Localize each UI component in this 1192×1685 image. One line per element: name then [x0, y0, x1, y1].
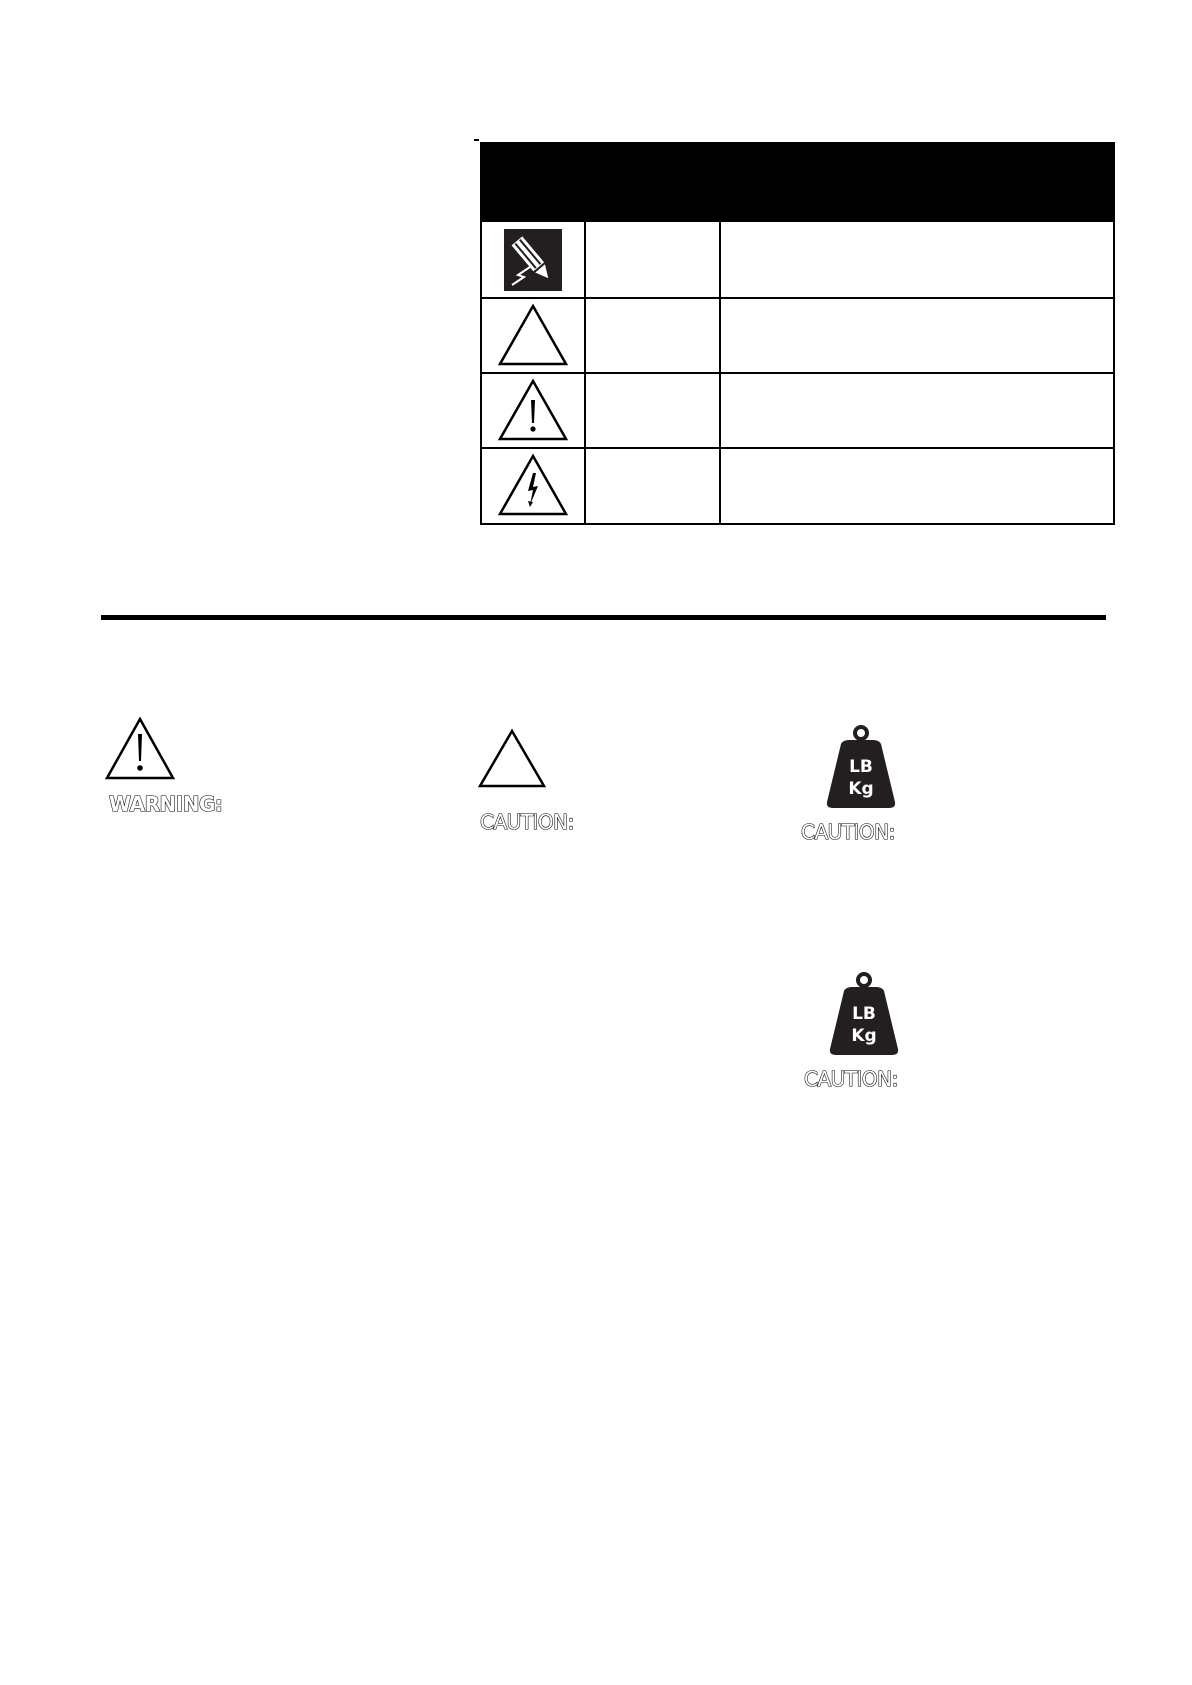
heavy-object-caution-notice [804, 971, 914, 1091]
table-row [482, 222, 1113, 299]
plain-triangle-icon [476, 728, 548, 790]
stray-mark [474, 139, 479, 141]
term-cell [586, 297, 721, 372]
pencil-note-icon [482, 222, 586, 297]
exclamation-triangle-icon [482, 372, 586, 447]
table-body [480, 220, 1115, 525]
term-cell [586, 447, 721, 523]
description-cell [721, 447, 1113, 523]
description-cell [721, 372, 1113, 447]
term-cell [586, 372, 721, 447]
heavy-object-caution-notice [801, 724, 911, 844]
symbols-table [480, 142, 1115, 525]
caution-label: CAUTION: [801, 820, 895, 844]
weight-lb-text: LB [852, 1004, 876, 1024]
term-cell [586, 222, 721, 297]
table-row [482, 372, 1113, 449]
warning-label: WARNING: [109, 792, 223, 816]
warning-notice [104, 716, 222, 816]
table-header [480, 142, 1115, 220]
weight-lb-kg-icon [811, 724, 911, 810]
caution-label: CAUTION: [804, 1067, 898, 1091]
description-cell [721, 222, 1113, 297]
caution-label: CAUTION: [480, 810, 574, 834]
exclamation-triangle-icon [104, 716, 176, 782]
caution-notice [476, 728, 574, 834]
weight-kg-text: Kg [851, 1026, 877, 1046]
weight-lb-text: LB [849, 757, 873, 777]
table-row [482, 297, 1113, 374]
weight-kg-text: Kg [848, 779, 874, 799]
plain-triangle-icon [482, 297, 586, 372]
section-divider [101, 615, 1106, 620]
table-row [482, 447, 1113, 523]
lightning-triangle-icon [482, 447, 586, 523]
description-cell [721, 297, 1113, 372]
weight-lb-kg-icon [814, 971, 914, 1057]
